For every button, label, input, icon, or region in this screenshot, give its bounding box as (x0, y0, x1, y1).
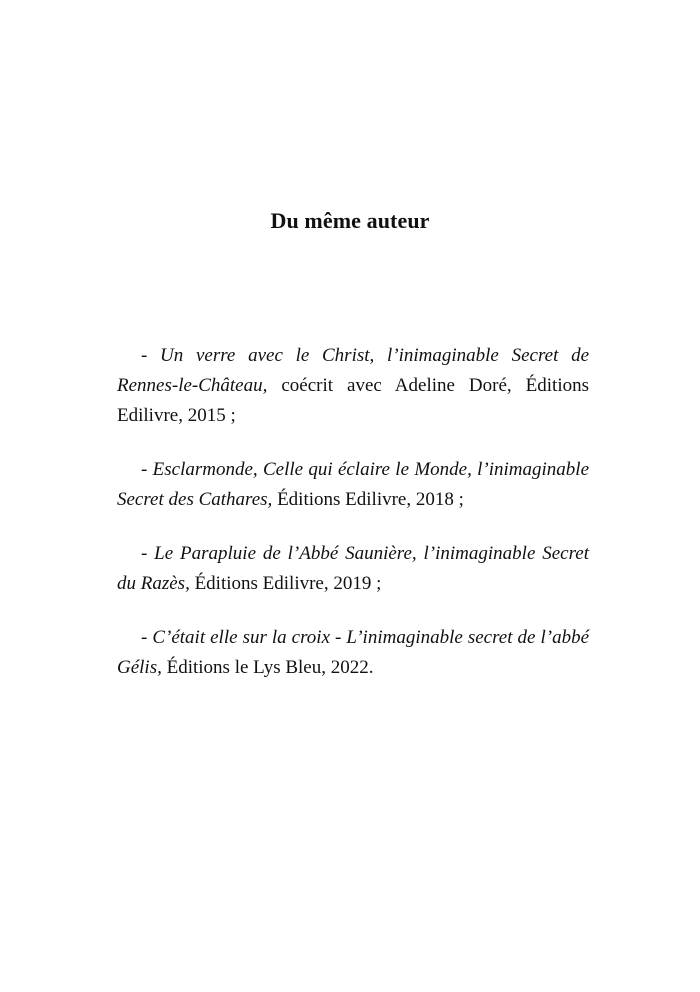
works-list (117, 341, 589, 707)
work-details: Éditions le Lys Bleu, 2022. (161, 657, 374, 678)
work-title: Le Parapluie de l’Abbé Saunière, l’inimaginable Secret du Razès, (117, 543, 590, 594)
entry-dash: - (141, 459, 153, 480)
work-entry (117, 539, 589, 599)
work-details: Éditions Edilivre, 2019 ; (189, 573, 382, 594)
entry-dash: - (141, 543, 155, 564)
work-entry (117, 455, 589, 515)
work-entry (117, 341, 589, 431)
work-details: Éditions Edilivre, 2018 ; (272, 489, 464, 510)
work-title: C’était elle sur la croix - L’inimaginable secret de l’abbé Gélis, (117, 627, 589, 678)
work-title: Un verre avec le Christ, l’inimaginable Secret de Rennes-le-Château, (117, 345, 589, 396)
page-heading: Du même auteur (270, 208, 430, 233)
entry-dash: - (141, 345, 161, 366)
work-title: Esclarmonde, Celle qui éclaire le Monde, l’inimaginable Secret des Cathares, (117, 459, 590, 510)
entry-dash: - (141, 627, 153, 648)
work-entry (117, 623, 589, 683)
work-details: coécrit avec Adeline Doré, Éditions Edilivre, 2015 ; (117, 375, 589, 426)
